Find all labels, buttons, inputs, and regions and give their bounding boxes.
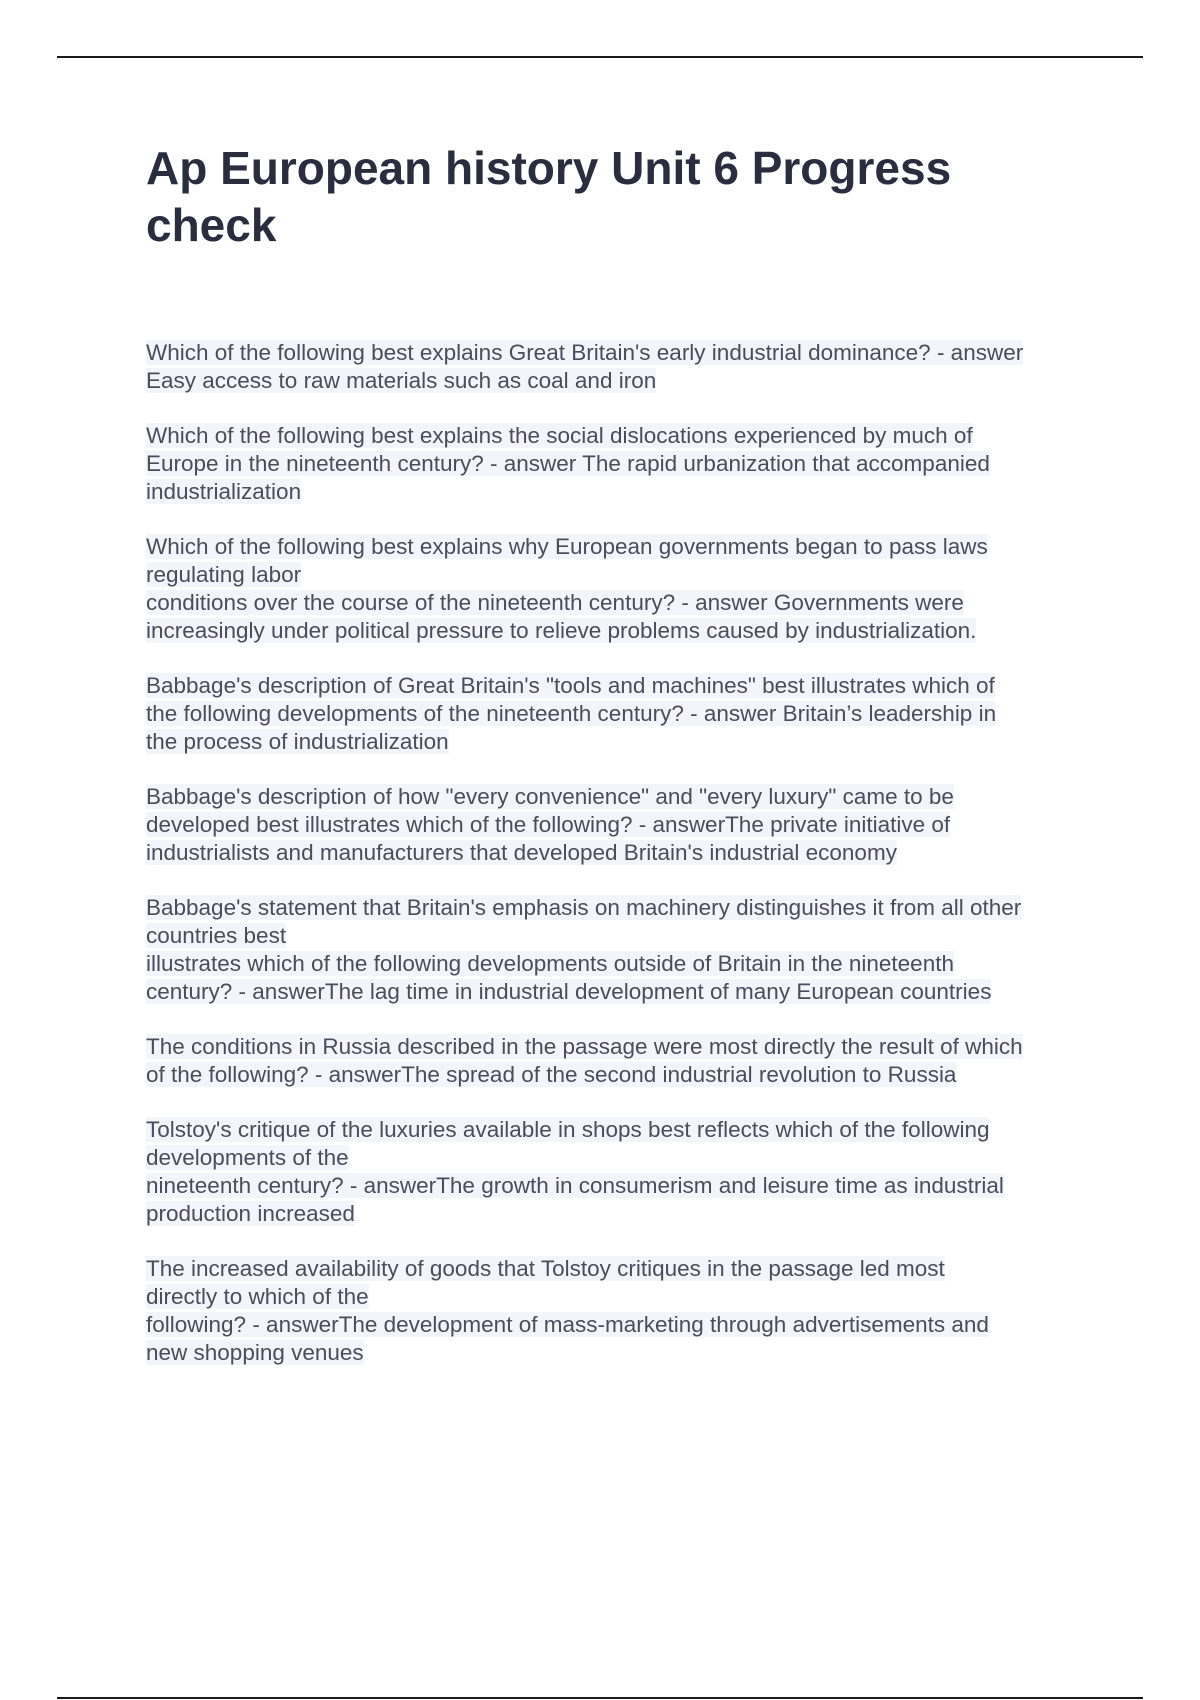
question-answer-list xyxy=(146,339,1106,1394)
qa-line: Easy access to raw materials such as coal and iron xyxy=(146,368,657,393)
qa-item xyxy=(146,422,1106,506)
qa-item xyxy=(146,1255,1106,1367)
qa-line: the process of industrialization xyxy=(146,729,449,754)
title-line-1: Ap European history Unit 6 Progress xyxy=(146,142,952,194)
qa-line: increasingly under political pressure to relieve problems caused by industrialization. xyxy=(146,618,977,643)
qa-line: Europe in the nineteenth century? - answer The rapid urbanization that accompanied xyxy=(146,451,990,476)
qa-line: developments of the xyxy=(146,1145,349,1170)
qa-line: production increased xyxy=(146,1201,355,1226)
qa-line: Babbage's description of how "every convenience" and "every luxury" came to be xyxy=(146,784,954,809)
qa-line: Babbage's statement that Britain's emphasis on machinery distinguishes it from all other xyxy=(146,895,1022,920)
qa-line: The conditions in Russia described in the passage were most directly the result of which xyxy=(146,1034,1023,1059)
qa-line: of the following? - answerThe spread of the second industrial revolution to Russia xyxy=(146,1062,957,1087)
qa-item xyxy=(146,894,1106,1006)
qa-line: Babbage's description of Great Britain's "tools and machines" best illustrates which of xyxy=(146,673,995,698)
qa-line: countries best xyxy=(146,923,287,948)
qa-item xyxy=(146,1116,1106,1228)
qa-line: the following developments of the nineteenth century? - answer Britain’s leadership in xyxy=(146,701,997,726)
qa-line: developed best illustrates which of the following? - answerThe private initiative of xyxy=(146,812,951,837)
qa-line: industrialists and manufacturers that developed Britain's industrial economy xyxy=(146,840,897,865)
qa-line: Which of the following best explains the social dislocations experienced by much of xyxy=(146,423,973,448)
qa-line: following? - answerThe development of mass-marketing through advertisements and xyxy=(146,1312,989,1337)
page-title xyxy=(146,140,1106,254)
top-rule xyxy=(57,56,1143,58)
bottom-rule xyxy=(57,1697,1143,1699)
qa-item xyxy=(146,672,1106,756)
qa-line: nineteenth century? - answerThe growth in consumerism and leisure time as industrial xyxy=(146,1173,1004,1198)
title-line-2: check xyxy=(146,199,277,251)
qa-item xyxy=(146,1033,1106,1089)
qa-line: Which of the following best explains Great Britain's early industrial dominance? - answer xyxy=(146,340,1024,365)
qa-item xyxy=(146,339,1106,395)
qa-line: Tolstoy's critique of the luxuries available in shops best reflects which of the following xyxy=(146,1117,990,1142)
qa-line: conditions over the course of the nineteenth century? - answer Governments were xyxy=(146,590,964,615)
qa-line: The increased availability of goods that Tolstoy critiques in the passage led most xyxy=(146,1256,945,1281)
qa-line: industrialization xyxy=(146,479,302,504)
qa-item xyxy=(146,783,1106,867)
qa-line: century? - answerThe lag time in industrial development of many European countries xyxy=(146,979,992,1004)
qa-item xyxy=(146,533,1106,645)
qa-line: new shopping venues xyxy=(146,1340,364,1365)
qa-line: regulating labor xyxy=(146,562,302,587)
qa-line: Which of the following best explains why European governments began to pass laws xyxy=(146,534,988,559)
qa-line: directly to which of the xyxy=(146,1284,369,1309)
qa-line: illustrates which of the following developments outside of Britain in the nineteenth xyxy=(146,951,954,976)
